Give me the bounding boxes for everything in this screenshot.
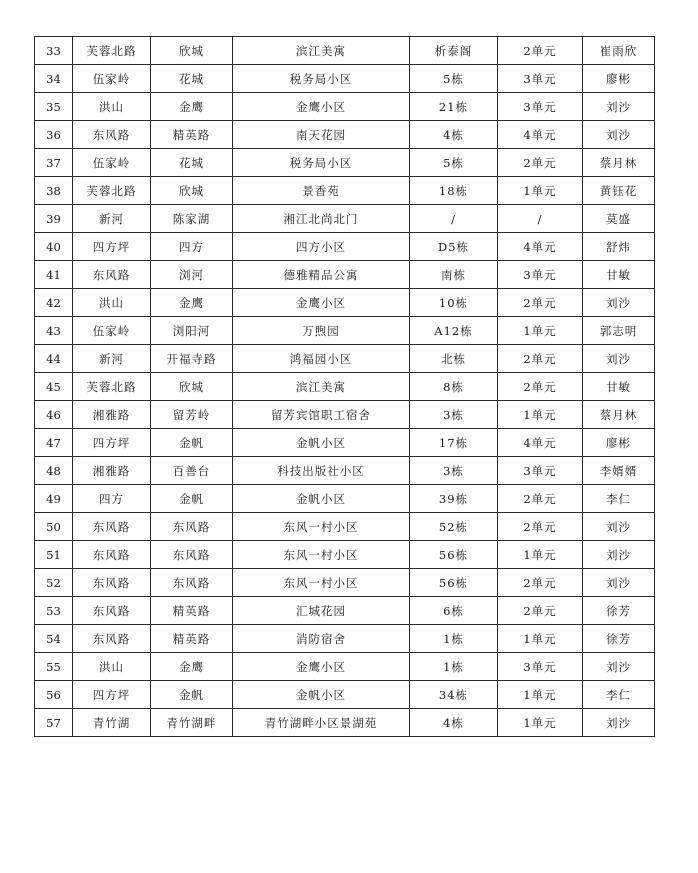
cell-unit: 2单元: [498, 485, 583, 513]
cell-unit: 3单元: [498, 93, 583, 121]
table-row: [35, 317, 655, 345]
cell-building: 5栋: [410, 149, 498, 177]
cell-unit: 1单元: [498, 625, 583, 653]
cell-community: 东风路: [151, 569, 233, 597]
cell-community: 精英路: [151, 597, 233, 625]
cell-contact: 徐芳: [583, 597, 655, 625]
cell-building: /: [410, 205, 498, 233]
cell-community: 金鹰: [151, 653, 233, 681]
cell-building: 析泰阁: [410, 37, 498, 65]
cell-residence: 东风一村小区: [233, 541, 410, 569]
cell-building: 10栋: [410, 289, 498, 317]
cell-residence: 金帆小区: [233, 429, 410, 457]
cell-residence: 税务局小区: [233, 149, 410, 177]
cell-community: 花城: [151, 149, 233, 177]
cell-residence: 滨江美寓: [233, 373, 410, 401]
cell-number: 50: [35, 513, 73, 541]
table-row: [35, 177, 655, 205]
cell-unit: 2单元: [498, 569, 583, 597]
cell-district: 东风路: [73, 569, 151, 597]
cell-contact: 刘沙: [583, 513, 655, 541]
cell-contact: 廖彬: [583, 65, 655, 93]
cell-district: 东风路: [73, 597, 151, 625]
cell-contact: 郭志明: [583, 317, 655, 345]
cell-residence: 留芳宾馆职工宿舍: [233, 401, 410, 429]
cell-building: 3栋: [410, 401, 498, 429]
cell-contact: 崔雨欣: [583, 37, 655, 65]
cell-residence: 四方小区: [233, 233, 410, 261]
cell-unit: 1单元: [498, 317, 583, 345]
cell-number: 43: [35, 317, 73, 345]
cell-building: 6栋: [410, 597, 498, 625]
cell-residence: 消防宿舍: [233, 625, 410, 653]
cell-district: 洪山: [73, 289, 151, 317]
cell-number: 37: [35, 149, 73, 177]
cell-number: 38: [35, 177, 73, 205]
cell-number: 36: [35, 121, 73, 149]
cell-building: 1栋: [410, 653, 498, 681]
cell-community: 金鹰: [151, 93, 233, 121]
cell-community: 金鹰: [151, 289, 233, 317]
cell-district: 东风路: [73, 541, 151, 569]
cell-residence: 滨江美寓: [233, 37, 410, 65]
cell-unit: 3单元: [498, 261, 583, 289]
cell-contact: 刘沙: [583, 289, 655, 317]
cell-residence: 万煦园: [233, 317, 410, 345]
cell-unit: 2单元: [498, 373, 583, 401]
table-row: [35, 289, 655, 317]
cell-building: 56栋: [410, 541, 498, 569]
cell-number: 40: [35, 233, 73, 261]
cell-community: 花城: [151, 65, 233, 93]
table-row: [35, 65, 655, 93]
cell-district: 四方: [73, 485, 151, 513]
table-row: [35, 233, 655, 261]
cell-building: 4栋: [410, 709, 498, 737]
cell-unit: 2单元: [498, 289, 583, 317]
cell-contact: 刘沙: [583, 121, 655, 149]
cell-number: 39: [35, 205, 73, 233]
table-row: [35, 513, 655, 541]
table-row: [35, 597, 655, 625]
cell-unit: 1单元: [498, 177, 583, 205]
table-row: [35, 681, 655, 709]
cell-unit: /: [498, 205, 583, 233]
cell-residence: 东风一村小区: [233, 513, 410, 541]
table-body: [35, 37, 655, 737]
cell-community: 开福寺路: [151, 345, 233, 373]
cell-district: 新河: [73, 345, 151, 373]
cell-residence: 金鹰小区: [233, 93, 410, 121]
cell-residence: 德雅精品公寓: [233, 261, 410, 289]
residential-table: [34, 36, 655, 737]
cell-contact: 莫盛: [583, 205, 655, 233]
cell-building: 56栋: [410, 569, 498, 597]
cell-building: A12栋: [410, 317, 498, 345]
cell-contact: 甘敏: [583, 373, 655, 401]
cell-contact: 刘沙: [583, 541, 655, 569]
cell-residence: 科技出版社小区: [233, 457, 410, 485]
table-row: [35, 653, 655, 681]
cell-number: 35: [35, 93, 73, 121]
cell-unit: 1单元: [498, 401, 583, 429]
cell-unit: 2单元: [498, 345, 583, 373]
cell-district: 四方坪: [73, 429, 151, 457]
cell-community: 东风路: [151, 541, 233, 569]
cell-community: 百善台: [151, 457, 233, 485]
cell-unit: 1单元: [498, 681, 583, 709]
table-row: [35, 485, 655, 513]
table-row: [35, 261, 655, 289]
cell-residence: 税务局小区: [233, 65, 410, 93]
cell-number: 57: [35, 709, 73, 737]
cell-community: 金帆: [151, 485, 233, 513]
table-row: [35, 457, 655, 485]
cell-residence: 鸿福园小区: [233, 345, 410, 373]
cell-number: 41: [35, 261, 73, 289]
cell-building: D5栋: [410, 233, 498, 261]
cell-building: 52栋: [410, 513, 498, 541]
cell-unit: 1单元: [498, 541, 583, 569]
cell-community: 浏阳河: [151, 317, 233, 345]
cell-number: 54: [35, 625, 73, 653]
cell-residence: 金帆小区: [233, 485, 410, 513]
cell-residence: 东风一村小区: [233, 569, 410, 597]
cell-community: 留芳岭: [151, 401, 233, 429]
table-row: [35, 541, 655, 569]
cell-number: 53: [35, 597, 73, 625]
cell-number: 56: [35, 681, 73, 709]
table-row: [35, 93, 655, 121]
table-row: [35, 709, 655, 737]
cell-district: 伍家岭: [73, 317, 151, 345]
cell-residence: 金帆小区: [233, 681, 410, 709]
table-row: [35, 401, 655, 429]
cell-contact: 李仁: [583, 681, 655, 709]
cell-building: 4栋: [410, 121, 498, 149]
cell-building: 39栋: [410, 485, 498, 513]
cell-contact: 刘沙: [583, 569, 655, 597]
cell-number: 55: [35, 653, 73, 681]
cell-district: 伍家岭: [73, 149, 151, 177]
cell-building: 18栋: [410, 177, 498, 205]
cell-unit: 1单元: [498, 709, 583, 737]
cell-number: 33: [35, 37, 73, 65]
cell-contact: 徐芳: [583, 625, 655, 653]
cell-community: 金帆: [151, 429, 233, 457]
table-row: [35, 429, 655, 457]
cell-district: 东风路: [73, 261, 151, 289]
cell-number: 49: [35, 485, 73, 513]
cell-residence: 南天花园: [233, 121, 410, 149]
cell-contact: 李仁: [583, 485, 655, 513]
cell-community: 东风路: [151, 513, 233, 541]
cell-district: 湘雅路: [73, 401, 151, 429]
table-row: [35, 345, 655, 373]
cell-building: 17栋: [410, 429, 498, 457]
cell-building: 21栋: [410, 93, 498, 121]
table-row: [35, 37, 655, 65]
cell-building: 3栋: [410, 457, 498, 485]
cell-district: 新河: [73, 205, 151, 233]
cell-number: 44: [35, 345, 73, 373]
cell-contact: 刘沙: [583, 709, 655, 737]
cell-community: 欣城: [151, 177, 233, 205]
cell-unit: 4单元: [498, 429, 583, 457]
cell-district: 东风路: [73, 625, 151, 653]
cell-district: 芙蓉北路: [73, 373, 151, 401]
cell-community: 精英路: [151, 625, 233, 653]
table-row: [35, 373, 655, 401]
cell-district: 湘雅路: [73, 457, 151, 485]
cell-residence: 金鹰小区: [233, 653, 410, 681]
cell-number: 45: [35, 373, 73, 401]
cell-unit: 4单元: [498, 121, 583, 149]
cell-unit: 3单元: [498, 653, 583, 681]
cell-contact: 舒炜: [583, 233, 655, 261]
table-row: [35, 625, 655, 653]
cell-building: 1栋: [410, 625, 498, 653]
cell-number: 46: [35, 401, 73, 429]
cell-residence: 金鹰小区: [233, 289, 410, 317]
cell-unit: 2单元: [498, 149, 583, 177]
cell-residence: 青竹湖畔小区景湖苑: [233, 709, 410, 737]
cell-contact: 蔡月林: [583, 401, 655, 429]
table-row: [35, 121, 655, 149]
cell-unit: 3单元: [498, 457, 583, 485]
cell-unit: 2单元: [498, 513, 583, 541]
cell-district: 芙蓉北路: [73, 37, 151, 65]
cell-community: 欣城: [151, 373, 233, 401]
cell-number: 47: [35, 429, 73, 457]
cell-building: 8栋: [410, 373, 498, 401]
cell-building: 南栋: [410, 261, 498, 289]
cell-district: 东风路: [73, 121, 151, 149]
table-row: [35, 149, 655, 177]
cell-district: 芙蓉北路: [73, 177, 151, 205]
cell-contact: 黄钰花: [583, 177, 655, 205]
cell-number: 42: [35, 289, 73, 317]
cell-community: 四方: [151, 233, 233, 261]
cell-residence: 景香苑: [233, 177, 410, 205]
cell-district: 伍家岭: [73, 65, 151, 93]
cell-district: 东风路: [73, 513, 151, 541]
cell-residence: 汇城花园: [233, 597, 410, 625]
cell-community: 青竹湖畔: [151, 709, 233, 737]
cell-number: 34: [35, 65, 73, 93]
cell-community: 金帆: [151, 681, 233, 709]
cell-district: 洪山: [73, 93, 151, 121]
cell-contact: 刘沙: [583, 653, 655, 681]
cell-district: 四方坪: [73, 681, 151, 709]
cell-contact: 蔡月林: [583, 149, 655, 177]
cell-number: 51: [35, 541, 73, 569]
table-row: [35, 569, 655, 597]
cell-unit: 3单元: [498, 65, 583, 93]
cell-building: 北栋: [410, 345, 498, 373]
cell-unit: 4单元: [498, 233, 583, 261]
cell-community: 陈家湖: [151, 205, 233, 233]
cell-district: 四方坪: [73, 233, 151, 261]
cell-community: 欣城: [151, 37, 233, 65]
cell-building: 5栋: [410, 65, 498, 93]
cell-contact: 廖彬: [583, 429, 655, 457]
cell-residence: 湘江北尚北门: [233, 205, 410, 233]
cell-district: 洪山: [73, 653, 151, 681]
cell-contact: 刘沙: [583, 93, 655, 121]
cell-number: 48: [35, 457, 73, 485]
cell-contact: 李婿婿: [583, 457, 655, 485]
cell-district: 青竹湖: [73, 709, 151, 737]
table-row: [35, 205, 655, 233]
cell-community: 浏河: [151, 261, 233, 289]
cell-building: 34栋: [410, 681, 498, 709]
cell-contact: 刘沙: [583, 345, 655, 373]
cell-number: 52: [35, 569, 73, 597]
cell-unit: 2单元: [498, 597, 583, 625]
cell-community: 精英路: [151, 121, 233, 149]
cell-contact: 甘敏: [583, 261, 655, 289]
cell-unit: 2单元: [498, 37, 583, 65]
